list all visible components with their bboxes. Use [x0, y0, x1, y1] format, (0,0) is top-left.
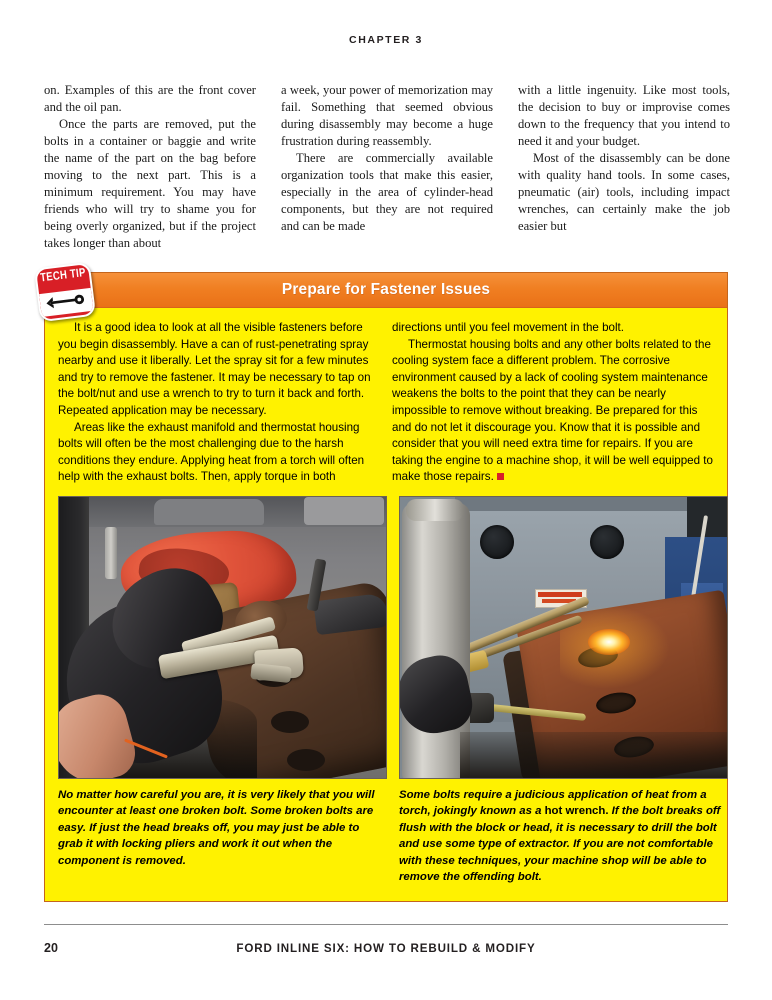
tech-tip-photo-row: [45, 486, 727, 885]
caption-upright-term: hot wrench.: [544, 805, 609, 818]
page-number: 20: [44, 941, 58, 955]
paragraph: There are commercially available organization tools that make this easier, especially in the area of cylinder-head components, but they are not required and can be made: [281, 151, 493, 234]
tech-tip-column-left: [58, 320, 380, 486]
body-column-1: [44, 82, 256, 252]
paragraph-text: Thermostat housing bolts and any other bolts related to the cooling system face a different problem. The corrosive environment caused by a lack of cooling system maintenance weakens the bolts to the point that they can be nearly impossible to remove without breaking. Be prepared for this and do not let it discourage you. Know that it is possible and consider that you will need extra time for repairs. If you are taking the engine to a machine shop, it will be well equipped to make those repairs.: [392, 337, 713, 484]
photo-broken-bolt-pliers: [58, 496, 387, 779]
tech-tip-badge: [34, 262, 96, 322]
running-head-chapter: CHAPTER 3: [349, 34, 423, 46]
tech-tip-header: [39, 266, 727, 308]
tech-tip-sidebar: [39, 266, 728, 902]
end-of-article-marker: [497, 473, 504, 480]
paragraph: Most of the disassembly can be done with quality hand tools. In some cases, pneumatic (air) tools, including impact wrenches, can certainly make the job easier but: [518, 151, 730, 234]
photo-cell-right: [399, 496, 728, 885]
tech-tip-bottom-padding: [45, 885, 727, 901]
photo-torch-heating-head: [399, 496, 728, 779]
paragraph: with a little ingenuity. Like most tools, the decision to buy or improvise comes down to the frequency that you intend to need it and your budget.: [518, 83, 730, 149]
photo-caption-right: [399, 779, 728, 885]
paragraph: a week, your power of memorization may fail. Something that seemed obvious during disassembly may become a huge frustration during reassembly.: [281, 83, 493, 149]
photo-caption-left: No matter how careful you are, it is very likely that you will encounter at least one broken bolt. Some broken bolts are easy. If just the head breaks off, you may just be able to grab it with locking pliers and work it out when the component is removed.: [58, 788, 375, 867]
tech-tip-body: [45, 308, 727, 486]
photo-cell-left: [58, 496, 387, 885]
paragraph: directions until you feel movement in the bolt.: [392, 321, 624, 334]
tech-tip-column-right: [392, 320, 714, 486]
paragraph: Once the parts are removed, put the bolts in a container or baggie and write the name of the part on the bag before moving to the next part. This is a minimum requirement. You may have friends who will try to shame you for being overly organized, but if the project takes longer than about: [44, 117, 256, 251]
body-column-3: [518, 82, 730, 252]
caption-part-2: If the bolt breaks off flush with the block or head, it is necessary to drill the bolt and use some type of extractor. If you are not comfortable with these techniques, your machine shop will be able to remove the offending bolt.: [399, 805, 721, 883]
paragraph: Areas like the exhaust manifold and thermostat housing bolts will often be the most challenging due to the harsh conditions they endure. Applying heat from a torch will often help with the exhaust bolts. Then, apply torque in both: [58, 420, 365, 484]
paragraph: [392, 337, 714, 486]
tech-tip-title: Prepare for Fastener Issues: [281, 281, 491, 298]
paragraph: on. Examples of this are the front cover and the oil pan.: [44, 83, 256, 115]
caption-part-1: Some bolts require a judicious application of heat from a torch, jokingly known as a: [399, 788, 707, 818]
paragraph: It is a good idea to look at all the visible fasteners before you begin disassembly. Have a can of rust-penetrating spray nearby and use it liberally. Let the spray sit for a few minutes and try to remove the fastener. It may be necessary to tap on the bolt/nut and use a wrench to try to turn it back and forth. Repeated application may be necessary.: [58, 321, 371, 417]
body-column-2: [281, 82, 493, 252]
badge-label: TECH TIP: [39, 266, 87, 286]
body-text-columns: [44, 82, 730, 252]
footer-divider: [44, 924, 728, 925]
footer-book-title: FORD INLINE SIX: HOW TO REBUILD & MODIFY: [236, 942, 536, 955]
